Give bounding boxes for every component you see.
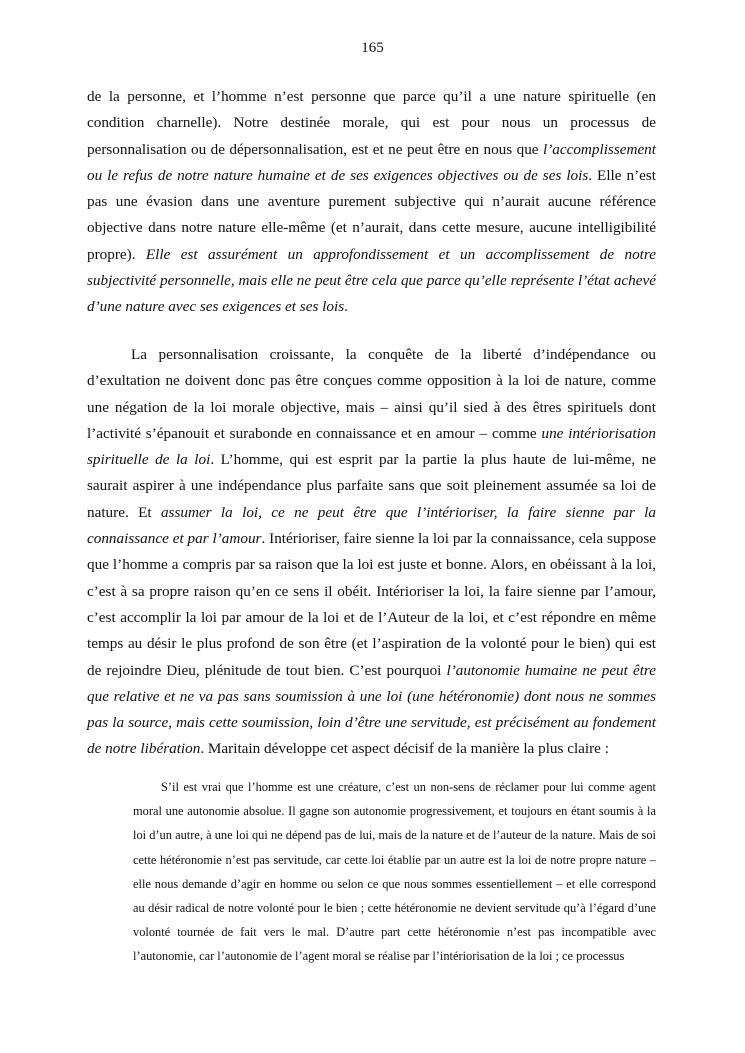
page-number: 165 — [361, 40, 384, 56]
block-quote — [133, 775, 656, 969]
italic-run: Elle est assurément un approfondissement et un accomplissement de notre subjectivité personnelle, mais elle ne peut être cela que parce qu’elle représente l’état achevé d’une nature avec ses exigences et ses lois — [87, 245, 656, 316]
paragraph-2 — [87, 342, 656, 763]
italic-run: assumer la loi, ce ne peut être que l’intérioriser, la faire sienne par la connaissance et par l’amour — [87, 503, 656, 548]
text-run: . L’homme, qui est esprit par la partie la plus haute de lui-même, ne saurait aspirer à une indépendance plus parfaite sans que soit pleinement assumée sa loi de nature. Et — [87, 451, 656, 521]
italic-run: une intériorisation spirituelle de la loi — [87, 424, 656, 469]
text-run: . — [344, 298, 348, 316]
text-run: La personnalisation croissante, la conquête de la liberté d’indépendance ou d’exultation ne doivent donc pas être conçues comme opposition à la loi de nature, comme une négation de la loi morale objective, mais – ainsi qu’il sied à des êtres spirituels dont l’activité s’épanouit et surabonde en connaissance et en amour – comme — [87, 346, 656, 442]
italic-run: l’autonomie humaine ne peut être que relative et ne va pas sans soumission à une loi (une hétéronomie) dont nous ne sommes pas la source, mais cette soumission, loin d’être une servitude, est précisément au fondement de notre libération — [87, 661, 656, 758]
quote-text: S’il est vrai que l’homme est une créature, c’est un non-sens de réclamer pour lui comme agent moral une autonomie absolue. Il gagne son autonomie progressivement, et toujours en étant soumis à la loi d’un autre, à une loi qui ne dépend pas de lui, mais de la nature et de l’auteur de la nature. Mais de soi cette hétéronomie n’est pas servitude, car cette loi établie par un autre est la loi de notre propre nature – elle nous demande d’agir en homme ou selon ce que nous sommes essentiellement – et elle correspond au désir radical de notre volonté pour le bien ; cette hétéronomie ne devient servitude qu’à l’égard d’une volonté tournée de fait vers le mal. D’autre part cette hétéronomie n’est pas incompatible avec l’autonomie, car l’autonomie de l’agent moral se réalise par l’intériorisation de la loi ; ce processus — [133, 780, 656, 964]
text-run: . Intérioriser, faire sienne la loi par la connaissance, cela suppose que l’homme a compris par sa raison que la loi est juste et bonne. Alors, en obéissant à la loi, c’est à sa propre raison qu’en ce sens il obéit. Intérioriser la loi, la faire sienne par l’amour, c’est accomplir la loi par amour de la loi et de l’Auteur de la loi, et c’est répondre en même temps au désir le plus profond de son être (et l’aspiration de la volonté pour le bien) qui est de rejoindre Dieu, plénitude de tout bien. C’est pourquoi — [87, 530, 656, 679]
italic-run: l’accomplissement ou le refus de notre nature humaine et de ses exigences objectives ou de ses lois — [87, 140, 656, 184]
text-run: de la personne, et l’homme n’est personne que parce qu’il a une nature spirituelle (en condition charnelle). Notre destinée morale, qui est pour nous un processus de personnalisation ou de dépersonnalisation, est et ne peut être en nous que — [87, 88, 656, 158]
text-run: . Maritain développe cet aspect décisif de la manière la plus claire : — [200, 740, 609, 758]
text-run: . Elle n’est pas une évasion dans une aventure purement subjective qui n’aurait aucune référence objective dans notre nature elle-même (et n’aurait, dans cette mesure, aucune intelligibilité propre). — [87, 166, 657, 263]
paragraph-1 — [87, 84, 656, 321]
